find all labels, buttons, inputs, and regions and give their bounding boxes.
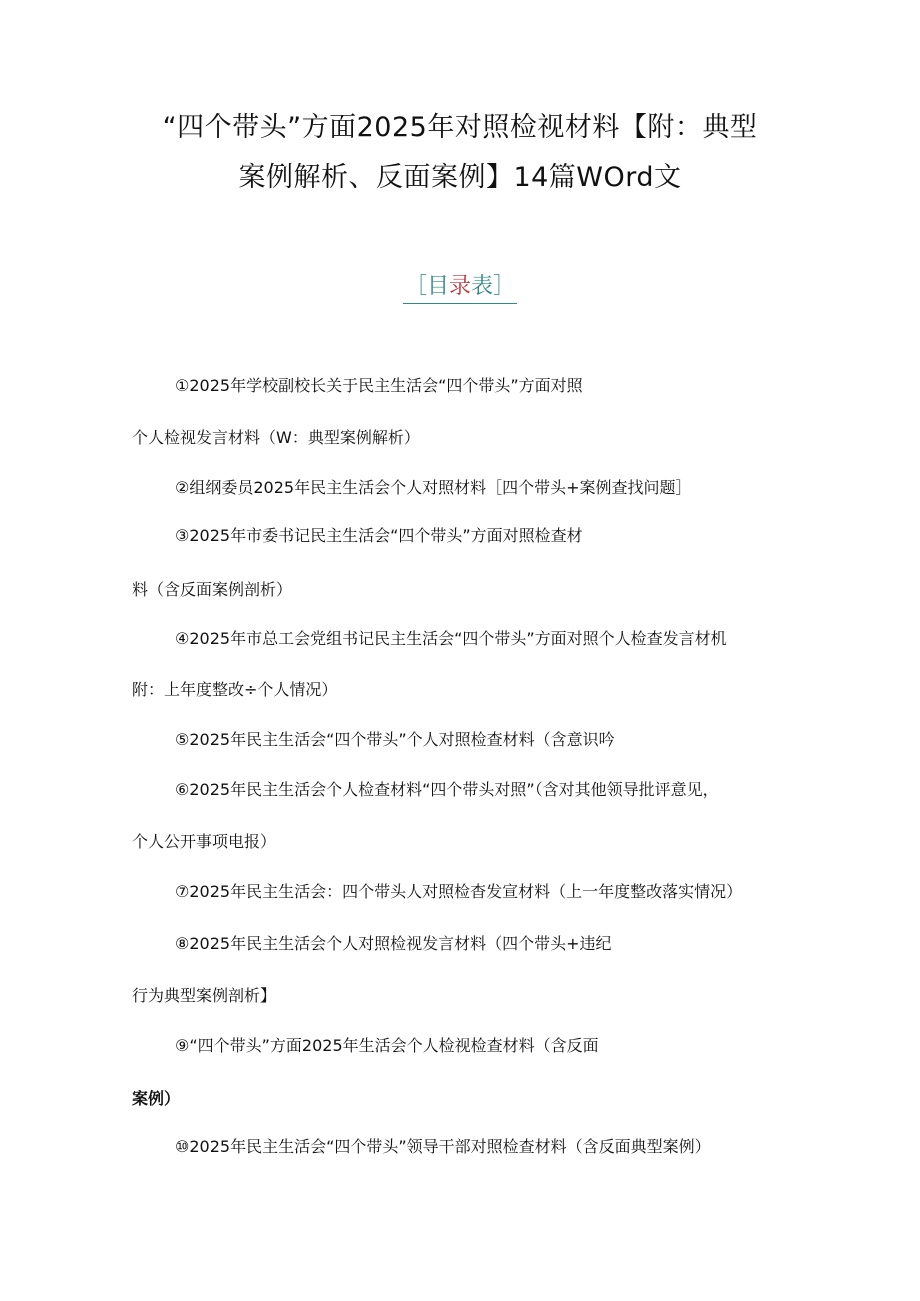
toc-entry-9[interactable]: ⑨“四个带头”方面2025年生活会个人检视检查材料（含反面	[175, 1036, 599, 1055]
toc-char-1: 目	[426, 274, 449, 299]
toc-entry-9-cont[interactable]: 案例）	[132, 1089, 181, 1108]
toc-entry-8[interactable]: ⑧2025年民主生活会个人对照检视发言材料（四个带头+违纪	[175, 934, 612, 953]
toc-entry-6-cont[interactable]: 个人公开事项电报）	[132, 832, 277, 851]
toc-entry-7[interactable]: ⑦2025年民主生活会：四个带头人对照检杳发宣材料（上一年度整改落实情况）	[175, 882, 743, 901]
toc-entry-8-cont[interactable]: 行为典型案例剖析】	[132, 986, 277, 1005]
toc-bracket-close: ］	[493, 274, 516, 299]
toc-entry-4[interactable]: ④2025年市总工会党组书记民主生活会“四个带头”方面对照个人检查发言材机	[175, 629, 727, 648]
toc-entry-4-cont[interactable]: 附：上年度整改÷个人情况）	[132, 680, 338, 699]
toc-heading-link[interactable]	[403, 272, 517, 304]
toc-entry-1[interactable]: ①2025年学校副校长关于民主生活会“四个带头”方面对照	[175, 376, 583, 395]
toc-char-3: 表	[471, 274, 494, 299]
toc-bracket-open: ［	[404, 274, 427, 299]
toc-entry-3-cont[interactable]: 料（含反面案例剖析）	[132, 580, 293, 599]
toc-entry-10[interactable]: ⑩2025年民主生活会“四个带头”领导干部对照检查材料（含反面典型案例）	[175, 1137, 711, 1156]
document-title-line-1: “四个带头”方面2025年对照检视材料【附：典型	[162, 112, 758, 143]
toc-entry-5[interactable]: ⑤2025年民主生活会“四个带头”个人对照检查材料（含意识吟	[175, 730, 615, 749]
toc-entry-3[interactable]: ③2025年市委书记民主生活会“四个带头”方面对照检查材	[175, 526, 583, 545]
document-title-line-2: 案例解析、反面案例】14篇WOrd文	[238, 162, 682, 193]
toc-char-2: 录	[448, 274, 471, 299]
toc-heading[interactable]	[0, 272, 920, 304]
toc-entry-2[interactable]: ②组纲委员2025年民主生活会个人对照材料［四个带头+案例查找问题］	[175, 478, 692, 497]
toc-entry-1-cont[interactable]: 个人检视发言材料（W：典型案例解析）	[132, 428, 420, 447]
toc-entry-6[interactable]: ⑥2025年民主生活会个人检查材料“四个带头对照”（含对其他领导批评意见，	[175, 780, 719, 799]
